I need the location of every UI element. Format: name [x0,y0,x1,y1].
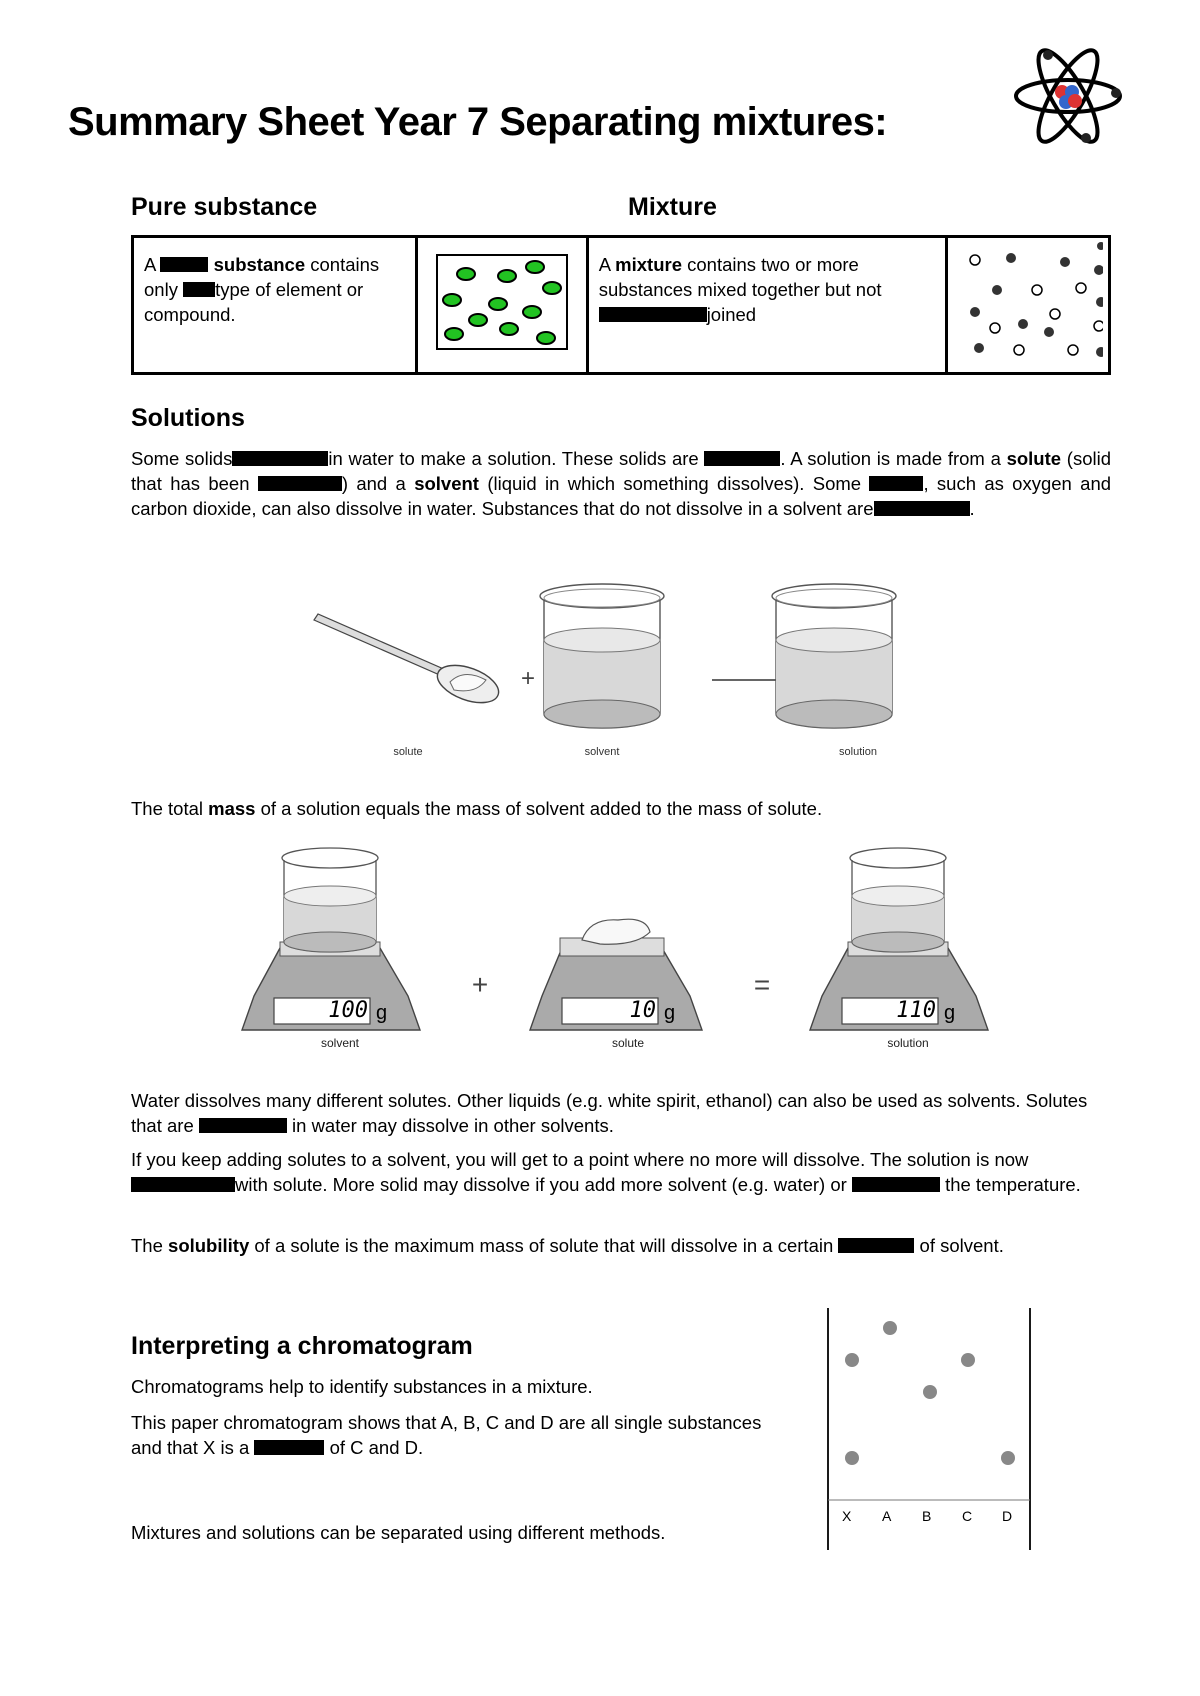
balance-solution-label: solution [887,1036,929,1050]
solution-label: solution [839,746,877,758]
solutions-heading: Solutions [131,404,245,432]
solvent-beaker-icon [540,584,664,728]
pure-substance-heading: Pure substance [131,193,318,221]
redacted-word [869,476,923,491]
mixture-definition: A mixture contains two or more substances mixed together but not joined [587,237,946,374]
chromatogram-intro: Chromatograms help to identify substances in a mixture. [131,1376,593,1397]
mixture-particles-diagram [953,240,1103,364]
lane-label-d: D [1002,1508,1013,1524]
svg-text:=: = [753,969,771,1000]
saturation-paragraph: If you keep adding solutes to a solvent, you will get to a point where no more will dissolve. The solution is now with solute. More solid may dissolve if you add more solvent (e.g. water) or the temperature. [131,1149,1081,1195]
redacted-word [599,307,707,322]
balance-solvent-label: solvent [320,1036,360,1050]
solution-beaker-icon [772,584,896,728]
reading-solution: 110 [896,998,936,1023]
unit-solvent: g [376,1002,388,1024]
redacted-word [232,451,328,466]
redacted-word [183,282,215,297]
chromatogram-heading: Interpreting a chromatogram [131,1332,473,1360]
pure-substance-definition: A substance contains only type of element or compound. [133,237,417,374]
redacted-word [838,1238,914,1253]
redacted-word [258,476,342,491]
lane-label-x: X [842,1508,852,1524]
mass-sentence: The total mass of a solution equals the mass of solvent added to the mass of solute. [131,798,823,819]
definitions-table [131,235,1111,375]
lane-label-c: C [962,1508,973,1524]
solute-label: solute [393,746,423,758]
spoon-icon [314,614,504,710]
chromatogram-lane-labels [826,1508,1036,1528]
redacted-word [199,1118,287,1133]
reading-solvent: 100 [328,998,368,1023]
solvent-label: solvent [584,746,620,758]
lane-label-a: A [882,1508,892,1524]
mixture-image [947,237,1110,374]
dissolving-diagram [300,576,940,752]
mixture-heading: Mixture [628,193,717,221]
svg-text:+: + [471,969,489,1000]
solvents-paragraph: Water dissolves many different solutes. Other liquids (e.g. white spirit, ethanol) can also be used as solvents. Solutes that are in water may dissolve in other solvents. [131,1090,1088,1136]
reading-solute: 10 [629,998,656,1023]
separation-sentence: Mixtures and solutions can be separated using different methods. [131,1522,666,1543]
unit-solute: g [664,1002,676,1024]
redacted-word [131,1177,235,1192]
solutions-paragraph: Some solids in water to make a solution. These solids are . A solution is made from a solute (solid that has been ) and a solvent (liquid in which something dissolves). Some , such as oxygen and carbon dioxide, can also dissolve in water. Substances that do not dissolve in a solvent are . [131,448,1112,519]
redacted-word [852,1177,940,1192]
page-title: Summary Sheet Year 7 Separating mixtures: [68,100,888,144]
redacted-word [704,451,780,466]
solubility-paragraph: The solubility of a solute is the maximum mass of solute that will dissolve in a certain of solvent. [131,1235,1004,1256]
redacted-word [254,1440,324,1455]
redacted-word [874,501,970,516]
atom-icon [1008,46,1128,146]
redacted-word [160,257,208,272]
unit-solution: g [944,1002,956,1024]
pure-substance-image [416,237,587,374]
balance-solute-label: solute [611,1036,645,1050]
pure-particles-diagram [434,252,570,352]
lane-label-b: B [922,1508,932,1524]
chromatogram-description: This paper chromatogram shows that A, B, C and D are all single substances and that X is a of C and D. [131,1412,762,1458]
svg-text:+: + [520,665,536,692]
